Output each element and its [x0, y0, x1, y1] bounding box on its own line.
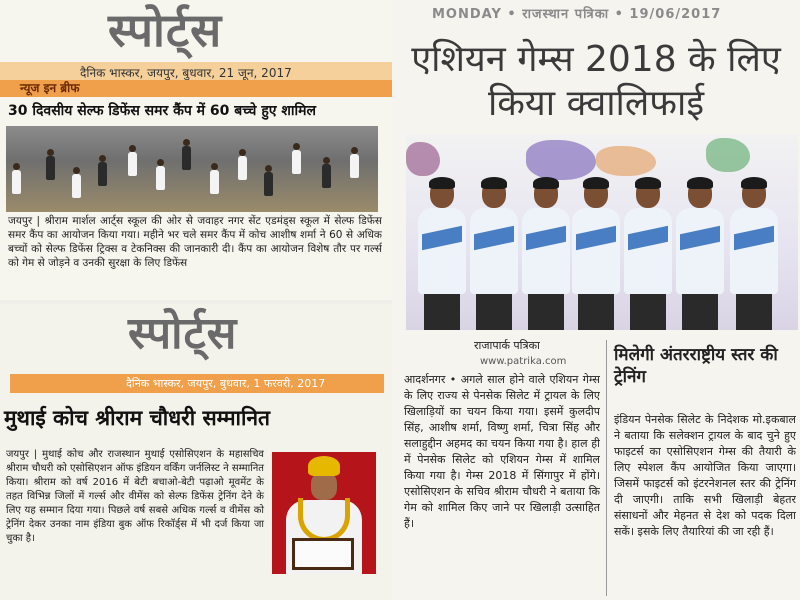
news-clip-asian-games	[392, 0, 800, 600]
news-clip-coach-honored	[0, 304, 392, 600]
summer-camp-photo	[6, 126, 378, 212]
article-body: जयपुर | मुथाई कोच और राजस्थान मुथाई एसोसिएशन के महासचिव श्रीराम चौधरी को एसोसिएशन ऑफ इंडियन वर्किंग जर्नलिस्ट ने सम्मानित किया। श्रीराम को वर्ष 2016 में बेटी बचाओ-बेटी पढ़ाओ मूवमेंट के तहत विभिन्न जिलों में गर्ल्स और वीमेंस को सेल्फ डिफेंस ट्रेनिंग देने के लिए यह सम्मान दिया गया। पिछले वर्ष सबसे अधिक गर्ल्स व वीमेंस को ट्रेनिंग देकर उनका नाम इंडिया बुक ऑफ रिकॉर्ड्स में भी दर्ज किया जा चुका है।	[6, 449, 264, 544]
team-photo	[406, 134, 798, 330]
article-headline: 30 दिवसीय सेल्फ डिफेंस समर कैंप में 60 बच्चे हुए शामिल	[8, 103, 317, 119]
article-body-left: आदर्शनगर • अगले साल होने वाले एशियन गेम्स के लिए राज्य से पेनसेक सिलेट में ट्रायल के लिए खिलाड़ियों का चयन किया गया। इसमें कुलदीप सिंह, आशीष शर्मा, विष्णु शर्मा, चित्रा सिंह और सलाहुद्दीन अहमद का चयन किया गया है। हाल ही में पेनसेक सिलेट को एशियन गेम्स में शामिल किया गया है। गेम्स 2018 में सिंगापुर में होंगे। एसोसिएशन के सचिव श्रीराम चौधरी ने बताया कि गेम को शामिल किए जाने पर खिलाड़ी उत्साहित हैं।	[404, 373, 600, 530]
dateline: दैनिक भास्कर, जयपुर, बुधवार, 1 फरवरी, 2017	[10, 374, 384, 393]
article-body-right: इंडियन पेनसेक सिलेट के निदेशक मो.इकबाल ने बताया कि सलेक्शन ट्रायल के बाद चुने हुए फाइटर्स का एसोसिएशन गेम्स की तैयारी के लिए स्पेशल कैंप आयोजित किया जाएगा। जिसमें फाइटर्स को इंटरनेशनल स्तर की ट्रेनिंग दी जाएगी। ताकि सभी खिलाड़ी बेहतर संसाधनों और मेहनत से देश को पदक दिला सकें। इसके लिए तैयारियां की जा रही हैं।	[614, 413, 796, 538]
source-credit: राजापार्क पत्रिका	[474, 339, 540, 352]
section-title: स्पोर्ट्स	[108, 3, 223, 57]
article-headline: मुथाई कोच श्रीराम चौधरी सम्मानित	[4, 406, 271, 430]
dateline: दैनिक भास्कर, जयपुर, बुधवार, 21 जून, 2017	[0, 62, 392, 83]
column-divider	[606, 340, 607, 596]
news-in-brief-tag: न्यूज इन ब्रीफ	[0, 80, 392, 97]
article-headline: एशियन गेम्स 2018 के लिए किया क्वालिफाई	[411, 39, 781, 124]
coach-portrait-photo	[272, 452, 376, 574]
article-body: जयपुर | श्रीराम मार्शल आर्ट्स स्कूल की ओर से जवाहर नगर सेंट एडमंड्स स्कूल में सेल्फ डिफेंस समर कैंप का आयोजन किया गया। महीने भर चले समर कैंप में कोच आशीष शर्मा ने 60 से अधिक बच्चों को सेल्फ डिफेंस ट्रिक्स व टेकनिक्स की जानकारी दी। कैंप का आयोजन विशेष तौर पर गर्ल्स को गेम से जोड़ने व उनकी सुरक्षा के लिए डिफेंस	[8, 215, 382, 269]
news-clip-summer-camp	[0, 0, 392, 300]
masthead: MONDAY • राजस्थान पत्रिका • 19/06/2017	[432, 7, 722, 22]
sub-headline: मिलेगी अंतरराष्ट्रीय स्तर की ट्रेनिंग	[614, 345, 778, 387]
source-url: www.patrika.com	[480, 356, 567, 367]
section-title: स्पोर्ट्स	[128, 308, 238, 359]
